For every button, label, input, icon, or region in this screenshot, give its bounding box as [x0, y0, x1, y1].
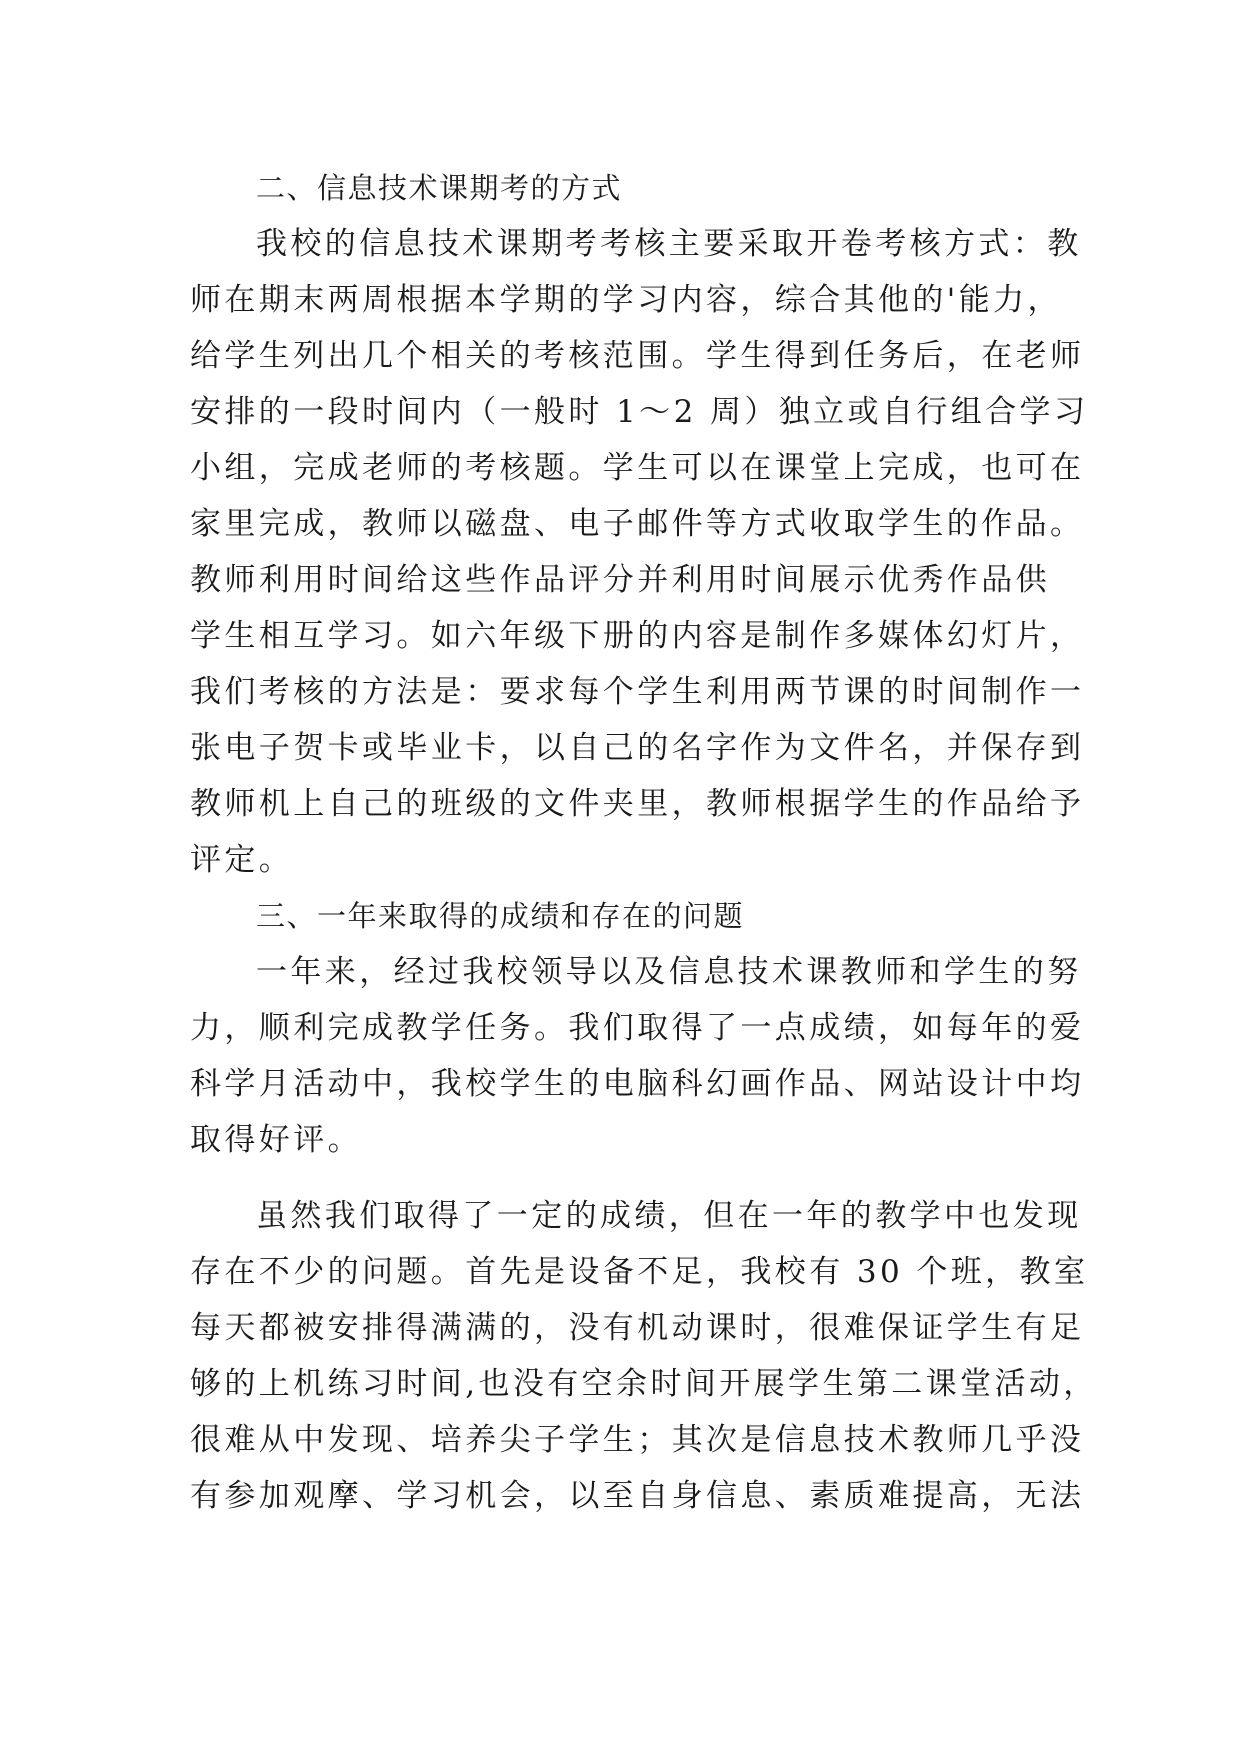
paragraph-line: 存在不少的问题。首先是设备不足，我校有 30 个班，教室 — [190, 1254, 1089, 1290]
paragraph-line: 张电子贺卡或毕业卡，以自己的名字作为文件名，并保存到 — [190, 730, 1085, 766]
paragraph-line: 教师机上自己的班级的文件夹里，教师根据学生的作品给予 — [190, 786, 1085, 822]
paragraph-line: 教师利用时间给这些作品评分并利用时间展示优秀作品供 — [190, 562, 1050, 598]
section-heading-2: 二、信息技术课期考的方式 — [256, 171, 623, 205]
paragraph-line: 师在期末两周根据本学期的学习内容，综合其他的'能力， — [190, 282, 1062, 318]
paragraph-line: 一年来，经过我校领导以及信息技术课教师和学生的努 — [256, 954, 1082, 990]
paragraph-line: 取得好评。 — [190, 1122, 362, 1158]
paragraph-line: 很难从中发现、培养尖子学生；其次是信息技术教师几乎没 — [190, 1422, 1085, 1458]
section-heading-3: 三、一年来取得的成绩和存在的问题 — [256, 899, 745, 933]
paragraph-line: 家里完成，教师以磁盘、电子邮件等方式收取学生的作品。 — [190, 506, 1085, 542]
paragraph-line: 安排的一段时间内（一般时 1～2 周）独立或自行组合学习 — [190, 394, 1089, 430]
paragraph-line: 每天都被安排得满满的，没有机动课时，很难保证学生有足 — [190, 1310, 1085, 1346]
paragraph-line: 评定。 — [190, 842, 294, 878]
paragraph-line: 力，顺利完成教学任务。我们取得了一点成绩，如每年的爱 — [190, 1010, 1085, 1046]
paragraph-line: 我校的信息技术课期考考核主要采取开卷考核方式：教 — [256, 226, 1082, 262]
paragraph-line: 科学月活动中，我校学生的电脑科幻画作品、网站设计中均 — [190, 1066, 1085, 1102]
paragraph-line: 小组，完成老师的考核题。学生可以在课堂上完成，也可在 — [190, 450, 1085, 486]
paragraph-line: 我们考核的方法是：要求每个学生利用两节课的时间制作一 — [190, 674, 1085, 710]
paragraph-line: 有参加观摩、学习机会，以至自身信息、素质难提高，无法 — [190, 1478, 1085, 1514]
paragraph-gap — [190, 1168, 1070, 1188]
document-body — [190, 160, 1098, 1524]
paragraph-line: 给学生列出几个相关的考核范围。学生得到任务后，在老师 — [190, 338, 1085, 374]
paragraph-line: 够的上机练习时间,也没有空余时间开展学生第二课堂活动， — [190, 1366, 1098, 1402]
paragraph-line: 学生相互学习。如六年级下册的内容是制作多媒体幻灯片， — [190, 618, 1085, 654]
paragraph-line: 虽然我们取得了一定的成绩，但在一年的教学中也发现 — [256, 1198, 1082, 1234]
